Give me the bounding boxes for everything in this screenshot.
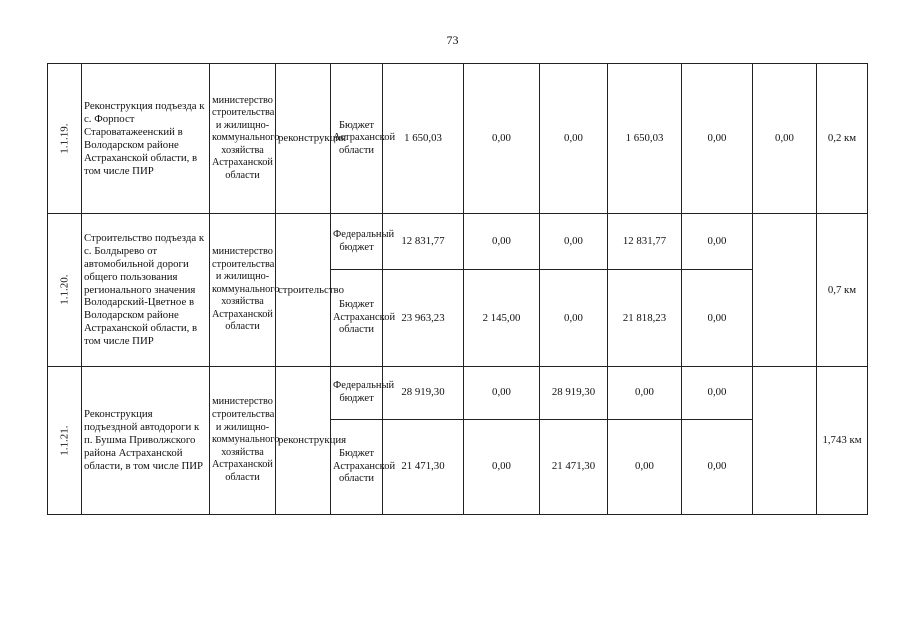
responsible-organization: министерство строительства и жилищно-коммунального хозяйства Астраханской области bbox=[210, 366, 276, 514]
amount-col-2: 0,00 bbox=[464, 64, 540, 214]
result-value: 1,743 км bbox=[817, 366, 868, 514]
row-index-cell bbox=[48, 64, 82, 214]
amount-col-5: 0,00 bbox=[682, 366, 753, 419]
funding-source: Федеральный бюджет bbox=[331, 366, 383, 419]
object-name: Строительство подъезда к с. Болдырево от автомобильной дороги общего пользования регионального значения Володарский-Цветное в Володарском районе Астраханской области, в том числе ПИР bbox=[82, 214, 210, 366]
program-table bbox=[47, 63, 868, 515]
amount-col-5: 0,00 bbox=[682, 214, 753, 270]
amount-col-3: 28 919,30 bbox=[540, 366, 608, 419]
work-type: строительство bbox=[276, 214, 331, 366]
amount-col-3: 0,00 bbox=[540, 64, 608, 214]
work-type: реконструкция bbox=[276, 64, 331, 214]
amount-col-6: 0,00 bbox=[753, 64, 817, 214]
result-value: 0,7 км bbox=[817, 214, 868, 366]
amount-col-6 bbox=[753, 366, 817, 514]
result-value: 0,2 км bbox=[817, 64, 868, 214]
amount-col-2: 0,00 bbox=[464, 214, 540, 270]
object-name: Реконструкция подъездной автодороги к п. Бушма Приволжского района Астраханской области, в том числе ПИР bbox=[82, 366, 210, 514]
row-index: 1.1.20. bbox=[58, 274, 71, 305]
responsible-organization: министерство строительства и жилищно-коммунального хозяйства Астраханской области bbox=[210, 64, 276, 214]
amount-total: 23 963,23 bbox=[383, 270, 464, 366]
amount-col-4: 12 831,77 bbox=[608, 214, 682, 270]
table-row bbox=[48, 214, 868, 270]
row-index-cell bbox=[48, 366, 82, 514]
amount-col-4: 0,00 bbox=[608, 366, 682, 419]
row-index: 1.1.21. bbox=[58, 424, 71, 456]
amount-col-2: 0,00 bbox=[464, 366, 540, 419]
table-row bbox=[48, 64, 868, 214]
funding-source: Бюджет Астраханской области bbox=[331, 419, 383, 514]
amount-total: 21 471,30 bbox=[383, 419, 464, 514]
amount-col-5: 0,00 bbox=[682, 419, 753, 514]
work-type: реконструкция bbox=[276, 366, 331, 514]
amount-col-2: 2 145,00 bbox=[464, 270, 540, 366]
page-number: 73 bbox=[446, 33, 459, 47]
amount-col-5: 0,00 bbox=[682, 64, 753, 214]
object-name: Реконструкция подъезда к с. Форпост Староватажеенский в Володарском районе Астраханской области, в том числе ПИР bbox=[82, 64, 210, 214]
amount-total: 12 831,77 bbox=[383, 214, 464, 270]
funding-source: Федеральный бюджет bbox=[331, 214, 383, 270]
funding-source: Бюджет Астраханской области bbox=[331, 64, 383, 214]
amount-col-4: 0,00 bbox=[608, 419, 682, 514]
amount-col-3: 21 471,30 bbox=[540, 419, 608, 514]
amount-col-2: 0,00 bbox=[464, 419, 540, 514]
amount-col-5: 0,00 bbox=[682, 270, 753, 366]
row-index: 1.1.19. bbox=[58, 123, 71, 154]
row-index-cell bbox=[48, 214, 82, 366]
amount-col-6 bbox=[753, 214, 817, 366]
amount-col-3: 0,00 bbox=[540, 214, 608, 270]
table-row bbox=[48, 366, 868, 419]
amount-col-4: 1 650,03 bbox=[608, 64, 682, 214]
amount-col-4: 21 818,23 bbox=[608, 270, 682, 366]
amount-total: 1 650,03 bbox=[383, 64, 464, 214]
amount-col-3: 0,00 bbox=[540, 270, 608, 366]
amount-total: 28 919,30 bbox=[383, 366, 464, 419]
responsible-organization: министерство строительства и жилищно-коммунального хозяйства Астраханской области bbox=[210, 214, 276, 366]
funding-source: Бюджет Астраханской области bbox=[331, 270, 383, 366]
